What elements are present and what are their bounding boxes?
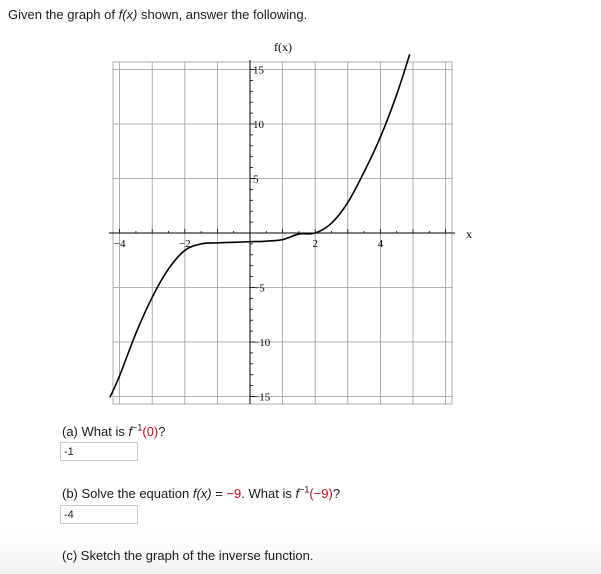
qa-tail: ? bbox=[158, 424, 166, 439]
qb-tail: ? bbox=[332, 486, 341, 501]
question-a bbox=[62, 424, 165, 439]
x-axis-label: x bbox=[466, 227, 472, 241]
qc-label: (c) Sketch the graph of the inverse function. bbox=[62, 548, 314, 563]
axes bbox=[109, 60, 455, 404]
qb-f: f bbox=[295, 486, 300, 501]
qb-label: (b) Solve the equation bbox=[62, 486, 190, 501]
y-tick-label: 10 bbox=[253, 119, 264, 131]
qa-arg: (0) bbox=[142, 424, 159, 439]
y-tick-label: −10 bbox=[253, 337, 271, 349]
y-tick-label: −5 bbox=[253, 282, 265, 295]
x-tick-label: −4 bbox=[113, 238, 126, 250]
y-tick-label: 15 bbox=[253, 64, 264, 77]
qa-sup: −1 bbox=[132, 422, 143, 433]
intro-func: f(x) bbox=[118, 7, 138, 22]
y-tick-label: −15 bbox=[253, 391, 271, 404]
y-axis-label: f(x) bbox=[274, 40, 292, 54]
qa-f: f bbox=[128, 424, 133, 439]
x-tick-label: −2 bbox=[178, 238, 191, 250]
question-b bbox=[62, 486, 340, 501]
x-tick-label: 2 bbox=[312, 238, 318, 250]
question-c bbox=[62, 548, 313, 563]
qb-arg: (−9) bbox=[309, 486, 333, 501]
qb-eq: = bbox=[215, 486, 223, 501]
intro-prefix: Given the graph of bbox=[8, 7, 115, 22]
qa-label: (a) What is bbox=[62, 424, 125, 439]
qb-val: −9 bbox=[226, 486, 242, 501]
x-tick-label: 4 bbox=[377, 238, 384, 250]
tick-labels bbox=[114, 65, 384, 404]
y-tick-label: 5 bbox=[253, 173, 259, 186]
intro-suffix: shown, answer the following. bbox=[141, 7, 308, 22]
answer-a-input[interactable] bbox=[60, 442, 138, 461]
qb-mid: . What is bbox=[241, 486, 292, 501]
answer-b-input[interactable] bbox=[60, 505, 138, 524]
qb-fx: f(x) bbox=[192, 486, 212, 501]
qb-sup: −1 bbox=[299, 484, 310, 495]
